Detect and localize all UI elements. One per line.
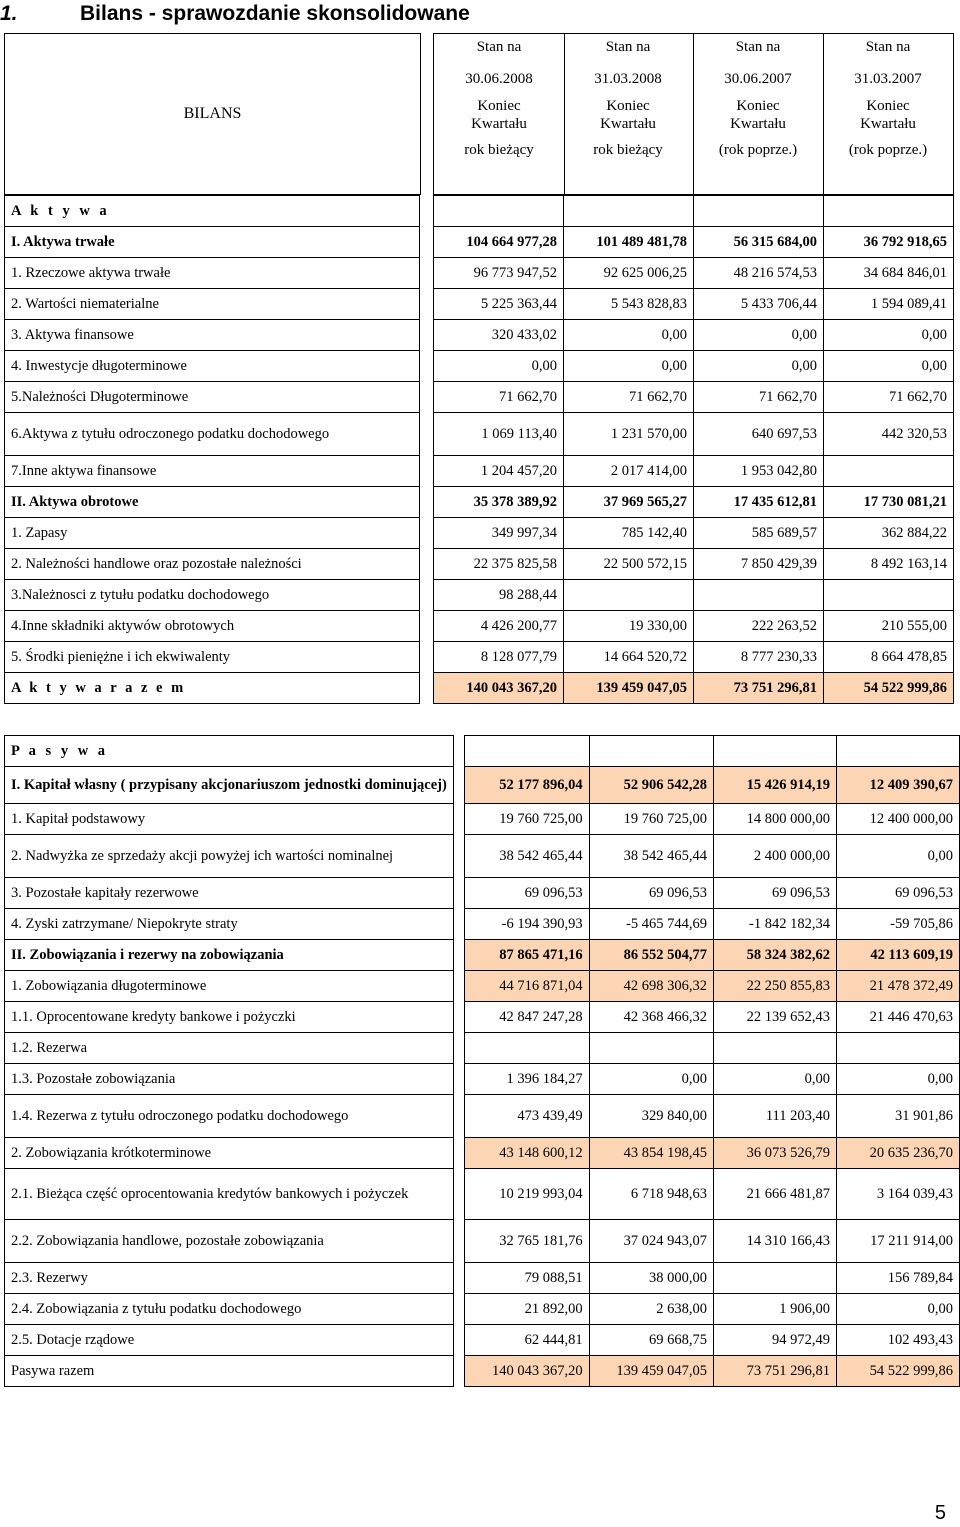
page-number: 5 [934, 1502, 946, 1524]
value-cell: 42 698 306,32 [589, 971, 713, 1002]
value-cell: 0,00 [837, 1064, 960, 1095]
value-cell: 0,00 [837, 835, 960, 878]
row-label: 4. Inwestycje długoterminowe [5, 351, 420, 382]
document-title [0, 0, 960, 28]
header-stan: Stan na [865, 39, 911, 55]
header-rok: (rok poprze.) [718, 142, 798, 158]
value-cell: 17 730 081,21 [824, 487, 954, 518]
table-row [5, 227, 954, 258]
value-cell: 19 760 725,00 [589, 804, 713, 835]
value-cell: 22 139 652,43 [714, 1002, 837, 1033]
value-cell: 1 953 042,80 [694, 456, 824, 487]
value-cell: 35 378 389,92 [434, 487, 564, 518]
value-cell: 71 662,70 [434, 382, 564, 413]
header-k1: Koniec [606, 98, 650, 114]
section-title: Bilans - sprawozdanie skonsolidowane [80, 2, 470, 25]
value-cell: 21 478 372,49 [837, 971, 960, 1002]
value-cell: 12 400 000,00 [837, 804, 960, 835]
value-cell: 222 263,52 [694, 611, 824, 642]
value-cell: 71 662,70 [564, 382, 694, 413]
value-cell: 54 522 999,86 [837, 1356, 960, 1387]
value-cell [837, 1033, 960, 1064]
row-label: A k t y w a r a z e m [5, 673, 420, 704]
value-cell [589, 1033, 713, 1064]
row-label: 4.Inne składniki aktywów obrotowych [5, 611, 420, 642]
value-cell: 17 211 914,00 [837, 1220, 960, 1263]
row-label: II. Aktywa obrotowe [5, 487, 420, 518]
value-cell: 21 892,00 [465, 1294, 589, 1325]
value-cell: 140 043 367,20 [465, 1356, 589, 1387]
value-cell: 0,00 [714, 1064, 837, 1095]
table-row [5, 835, 960, 878]
table-row [5, 1356, 960, 1387]
header-rok: rok bieżący [593, 142, 663, 158]
header-column [563, 33, 694, 195]
value-cell: -59 705,86 [837, 909, 960, 940]
value-cell: 640 697,53 [694, 413, 824, 456]
value-cell [714, 1263, 837, 1294]
value-cell: 21 446 470,63 [837, 1002, 960, 1033]
value-cell: 5 543 828,83 [564, 289, 694, 320]
table-row [5, 1294, 960, 1325]
value-cell: 43 854 198,45 [589, 1138, 713, 1169]
value-cell: 362 884,22 [824, 518, 954, 549]
table-row [5, 1002, 960, 1033]
value-cell: 111 203,40 [714, 1095, 837, 1138]
table-row [5, 673, 954, 704]
table-row [5, 351, 954, 382]
value-cell: 1 069 113,40 [434, 413, 564, 456]
table-row [5, 289, 954, 320]
section-heading: P a s y w a [5, 736, 454, 767]
value-cell: 0,00 [824, 320, 954, 351]
value-cell: 349 997,34 [434, 518, 564, 549]
value-cell: 8 664 478,85 [824, 642, 954, 673]
value-cell: 32 765 181,76 [465, 1220, 589, 1263]
value-cell: 5 225 363,44 [434, 289, 564, 320]
value-cell: 785 142,40 [564, 518, 694, 549]
header-date: 30.06.2008 [465, 71, 533, 87]
table-row [5, 1169, 960, 1220]
value-cell: 69 096,53 [465, 878, 589, 909]
value-cell: 52 177 896,04 [465, 767, 589, 804]
table-row [5, 642, 954, 673]
header-bilans-cell [4, 33, 421, 195]
value-cell: 0,00 [434, 351, 564, 382]
value-cell: 34 684 846,01 [824, 258, 954, 289]
header-stan: Stan na [605, 39, 651, 55]
value-cell: 94 972,49 [714, 1325, 837, 1356]
table-row [5, 804, 960, 835]
value-cell: 2 017 414,00 [564, 456, 694, 487]
header-column [823, 33, 954, 195]
row-label: 5.Należności Długoterminowe [5, 382, 420, 413]
value-cell: 62 444,81 [465, 1325, 589, 1356]
value-cell: 139 459 047,05 [564, 673, 694, 704]
value-cell: 22 250 855,83 [714, 971, 837, 1002]
header-bilans-label: BILANS [183, 105, 242, 122]
value-cell: 8 777 230,33 [694, 642, 824, 673]
row-label: 2.3. Rezerwy [5, 1263, 454, 1294]
row-label: 1. Kapitał podstawowy [5, 804, 454, 835]
value-cell: 585 689,57 [694, 518, 824, 549]
value-cell: 37 024 943,07 [589, 1220, 713, 1263]
table-row [5, 940, 960, 971]
table-row [5, 1220, 960, 1263]
value-cell: 71 662,70 [694, 382, 824, 413]
header-column [693, 33, 824, 195]
header-k1: Koniec [866, 98, 910, 114]
table-row [5, 1138, 960, 1169]
value-cell: 12 409 390,67 [837, 767, 960, 804]
row-label: 2. Nadwyżka ze sprzedaży akcji powyżej ich wartości nominalnej [5, 835, 454, 878]
table-row [5, 320, 954, 351]
value-cell: 44 716 871,04 [465, 971, 589, 1002]
header-k2: Kwartału [730, 116, 786, 132]
row-label: 1.2. Rezerwa [5, 1033, 454, 1064]
value-cell: 7 850 429,39 [694, 549, 824, 580]
value-cell: 0,00 [564, 320, 694, 351]
value-cell: 140 043 367,20 [434, 673, 564, 704]
value-cell: 320 433,02 [434, 320, 564, 351]
value-cell: 69 096,53 [589, 878, 713, 909]
row-label: 2. Wartości niematerialne [5, 289, 420, 320]
value-cell: 48 216 574,53 [694, 258, 824, 289]
value-cell: 87 865 471,16 [465, 940, 589, 971]
value-cell: 156 789,84 [837, 1263, 960, 1294]
row-label: I. Kapitał własny ( przypisany akcjonariuszom jednostki dominującej) [5, 767, 454, 804]
row-label: 1.1. Oprocentowane kredyty bankowe i pożyczki [5, 1002, 454, 1033]
table-row [5, 1095, 960, 1138]
value-cell: -5 465 744,69 [589, 909, 713, 940]
value-cell: 19 760 725,00 [465, 804, 589, 835]
table-row [5, 878, 960, 909]
value-cell: 52 906 542,28 [589, 767, 713, 804]
value-cell: 15 426 914,19 [714, 767, 837, 804]
value-cell: 36 073 526,79 [714, 1138, 837, 1169]
value-cell: 2 400 000,00 [714, 835, 837, 878]
table-row [5, 580, 954, 611]
value-cell: 442 320,53 [824, 413, 954, 456]
row-label: 2. Zobowiązania krótkoterminowe [5, 1138, 454, 1169]
row-label: 1.4. Rezerwa z tytułu odroczonego podatku dochodowego [5, 1095, 454, 1138]
value-cell: 92 625 006,25 [564, 258, 694, 289]
value-cell: 42 113 609,19 [837, 940, 960, 971]
value-cell: 0,00 [837, 1294, 960, 1325]
table-row [5, 258, 954, 289]
value-cell: -6 194 390,93 [465, 909, 589, 940]
header-rok: rok bieżący [464, 142, 534, 158]
row-label: 5. Środki pieniężne i ich ekwiwalenty [5, 642, 420, 673]
row-label: 1. Rzeczowe aktywa trwałe [5, 258, 420, 289]
value-cell: 4 426 200,77 [434, 611, 564, 642]
header-date: 31.03.2007 [854, 71, 922, 87]
value-cell: 56 315 684,00 [694, 227, 824, 258]
value-cell: 14 310 166,43 [714, 1220, 837, 1263]
value-cell: 38 000,00 [589, 1263, 713, 1294]
value-cell: 14 800 000,00 [714, 804, 837, 835]
header-k1: Koniec [477, 98, 521, 114]
value-cell: 1 204 457,20 [434, 456, 564, 487]
row-label: 2.1. Bieżąca część oprocentowania kredytów bankowych i pożyczek [5, 1169, 454, 1220]
header-k2: Kwartału [600, 116, 656, 132]
value-cell: 36 792 918,65 [824, 227, 954, 258]
header-date: 30.06.2007 [724, 71, 792, 87]
row-label: 1. Zapasy [5, 518, 420, 549]
header-rok: (rok poprze.) [848, 142, 928, 158]
value-cell: 43 148 600,12 [465, 1138, 589, 1169]
table-row [5, 487, 954, 518]
row-label: 2.5. Dotacje rządowe [5, 1325, 454, 1356]
value-cell: 0,00 [589, 1064, 713, 1095]
value-cell: 71 662,70 [824, 382, 954, 413]
header-k1: Koniec [736, 98, 780, 114]
value-cell: 0,00 [694, 320, 824, 351]
value-cell: 69 096,53 [837, 878, 960, 909]
row-label: 3. Aktywa finansowe [5, 320, 420, 351]
value-cell: 58 324 382,62 [714, 940, 837, 971]
row-label: 4. Zyski zatrzymane/ Niepokryte straty [5, 909, 454, 940]
value-cell: 6 718 948,63 [589, 1169, 713, 1220]
value-cell: 69 096,53 [714, 878, 837, 909]
table-row [5, 611, 954, 642]
row-label: Pasywa razem [5, 1356, 454, 1387]
aktywa-table [4, 195, 954, 704]
value-cell: 3 164 039,43 [837, 1169, 960, 1220]
value-cell: 329 840,00 [589, 1095, 713, 1138]
table-row [5, 382, 954, 413]
row-label: 6.Aktywa z tytułu odroczonego podatku dochodowego [5, 413, 420, 456]
table-row [5, 1325, 960, 1356]
value-cell: 139 459 047,05 [589, 1356, 713, 1387]
row-label: 7.Inne aktywa finansowe [5, 456, 420, 487]
value-cell [824, 456, 954, 487]
table-row [5, 518, 954, 549]
value-cell: 0,00 [694, 351, 824, 382]
value-cell: 22 375 825,58 [434, 549, 564, 580]
value-cell: 1 594 089,41 [824, 289, 954, 320]
value-cell: 14 664 520,72 [564, 642, 694, 673]
value-cell: 101 489 481,78 [564, 227, 694, 258]
value-cell: 1 231 570,00 [564, 413, 694, 456]
value-cell: -1 842 182,34 [714, 909, 837, 940]
value-cell: 38 542 465,44 [465, 835, 589, 878]
table-row [5, 1064, 960, 1095]
table-header [4, 33, 955, 195]
table-row [5, 456, 954, 487]
row-label: I. Aktywa trwałe [5, 227, 420, 258]
header-stan: Stan na [476, 39, 522, 55]
value-cell: 38 542 465,44 [589, 835, 713, 878]
value-cell: 73 751 296,81 [714, 1356, 837, 1387]
value-cell: 79 088,51 [465, 1263, 589, 1294]
value-cell: 17 435 612,81 [694, 487, 824, 518]
value-cell: 0,00 [564, 351, 694, 382]
header-date: 31.03.2008 [594, 71, 662, 87]
row-label: II. Zobowiązania i rezerwy na zobowiązania [5, 940, 454, 971]
value-cell [465, 1033, 589, 1064]
value-cell: 104 664 977,28 [434, 227, 564, 258]
table-row [5, 971, 960, 1002]
value-cell: 1 396 184,27 [465, 1064, 589, 1095]
value-cell: 73 751 296,81 [694, 673, 824, 704]
section-heading-row [5, 736, 960, 767]
value-cell: 210 555,00 [824, 611, 954, 642]
header-stan: Stan na [735, 39, 781, 55]
row-label: 3. Pozostałe kapitały rezerwowe [5, 878, 454, 909]
value-cell: 0,00 [824, 351, 954, 382]
value-cell: 19 330,00 [564, 611, 694, 642]
header-column [433, 33, 565, 195]
row-label: 1. Zobowiązania długoterminowe [5, 971, 454, 1002]
value-cell: 8 492 163,14 [824, 549, 954, 580]
value-cell: 42 368 466,32 [589, 1002, 713, 1033]
row-label: 1.3. Pozostałe zobowiązania [5, 1064, 454, 1095]
table-row [5, 549, 954, 580]
value-cell: 37 969 565,27 [564, 487, 694, 518]
value-cell: 54 522 999,86 [824, 673, 954, 704]
pasywa-table [4, 735, 960, 1387]
section-heading-row [5, 196, 954, 227]
value-cell: 20 635 236,70 [837, 1138, 960, 1169]
table-row [5, 413, 954, 456]
table-row [5, 909, 960, 940]
value-cell: 1 906,00 [714, 1294, 837, 1325]
value-cell: 5 433 706,44 [694, 289, 824, 320]
value-cell: 42 847 247,28 [465, 1002, 589, 1033]
table-row [5, 1033, 960, 1064]
value-cell: 86 552 504,77 [589, 940, 713, 971]
table-row [5, 767, 960, 804]
value-cell [694, 580, 824, 611]
header-k2: Kwartału [860, 116, 916, 132]
row-label: 3.Należnosci z tytułu podatku dochodowego [5, 580, 420, 611]
section-number: 1. [0, 2, 18, 25]
value-cell [714, 1033, 837, 1064]
value-cell: 21 666 481,87 [714, 1169, 837, 1220]
value-cell: 69 668,75 [589, 1325, 713, 1356]
row-label: 2. Należności handlowe oraz pozostałe należności [5, 549, 420, 580]
value-cell: 96 773 947,52 [434, 258, 564, 289]
section-heading: A k t y w a [5, 196, 420, 227]
value-cell: 102 493,43 [837, 1325, 960, 1356]
header-k2: Kwartału [471, 116, 527, 132]
table-row [5, 1263, 960, 1294]
value-cell: 31 901,86 [837, 1095, 960, 1138]
row-label: 2.2. Zobowiązania handlowe, pozostałe zobowiązania [5, 1220, 454, 1263]
value-cell: 98 288,44 [434, 580, 564, 611]
value-cell: 8 128 077,79 [434, 642, 564, 673]
value-cell: 473 439,49 [465, 1095, 589, 1138]
value-cell: 2 638,00 [589, 1294, 713, 1325]
value-cell [564, 580, 694, 611]
value-cell [824, 580, 954, 611]
value-cell: 10 219 993,04 [465, 1169, 589, 1220]
value-cell: 22 500 572,15 [564, 549, 694, 580]
row-label: 2.4. Zobowiązania z tytułu podatku dochodowego [5, 1294, 454, 1325]
